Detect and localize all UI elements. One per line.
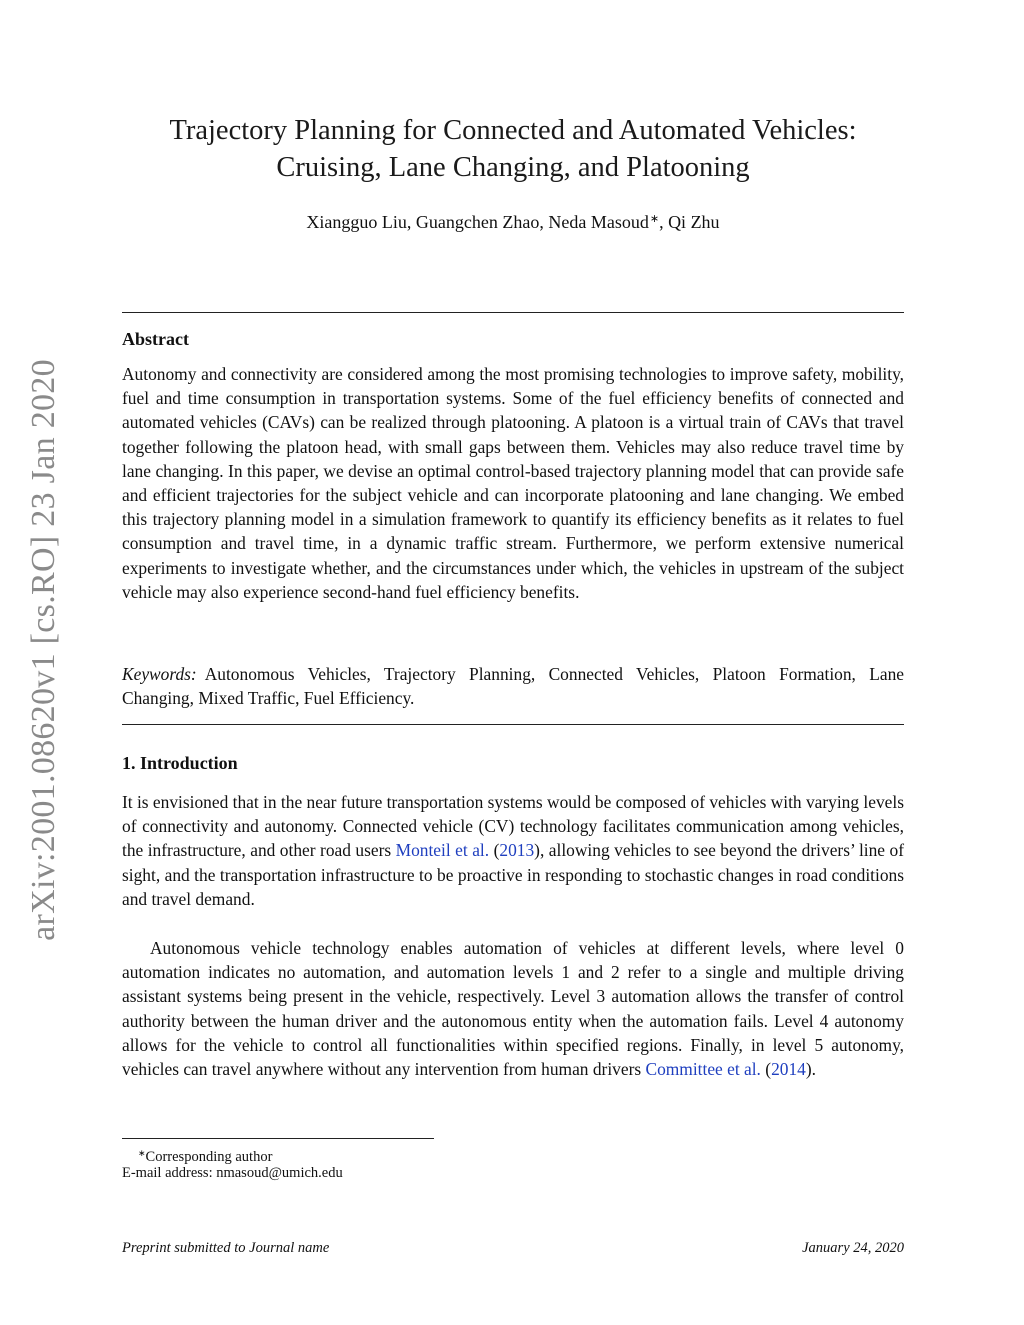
intro-p1-text: It is envisioned that in the near future transportation systems would be composed of vehicles with varying levels of connectivity and autonomy. Connected vehicle (CV) technology facilitates communication among vehicles, the infrastructure, and other road users xyxy=(122,792,904,861)
arxiv-identifier: arXiv:2001.08620v1 [cs.RO] 23 Jan 2020 xyxy=(25,359,62,941)
intro-p1-tail: ), allowing vehicles to see beyond the drivers’ line of sight, and the transportation infrastructure to be proactive in responding to stochastic changes in road conditions and travel demand. xyxy=(122,840,904,909)
title-line-1: Trajectory Planning for Connected and Automated Vehicles: xyxy=(169,115,857,146)
citation-committee[interactable]: Committee et al. xyxy=(645,1059,761,1080)
intro-p1-paren: ( xyxy=(489,840,500,861)
intro-paragraph-2 xyxy=(122,936,904,1081)
footnote-rule xyxy=(122,1138,434,1139)
abstract-heading: Abstract xyxy=(122,329,189,349)
footnote-email: E-mail address: nmasoud@umich.edu xyxy=(122,1165,343,1181)
intro-p2-tail: ). xyxy=(805,1059,816,1080)
corresponding-mark: ∗ xyxy=(649,213,660,225)
abstract-top-rule xyxy=(122,312,904,313)
author-list xyxy=(122,212,904,233)
citation-committee-year[interactable]: 2014 xyxy=(771,1059,806,1080)
intro-p2-text: Autonomous vehicle technology enables automation of vehicles at different levels, where level 0 automation indicates no automation, and automation levels 1 and 2 refer to a single and multiple driving assistant systems being present in the vehicle, respectively. Level 3 automation allows the transfer of control authority between the human driver and the autonomous entity when the automation fails. Level 4 autonomy allows for the vehicle to control all functionalities within specified regions. Finally, in level 5 autonomy, vehicles can travel anywhere without any intervention from human drivers xyxy=(122,938,904,1080)
authors-text-tail: , Qi Zhu xyxy=(659,212,720,232)
paper-title xyxy=(122,112,904,186)
keywords xyxy=(122,662,904,710)
footnote-corresponding-text: Corresponding author xyxy=(145,1149,273,1165)
footer-date: January 24, 2020 xyxy=(802,1240,904,1256)
intro-paragraph-1 xyxy=(122,790,904,911)
abstract-bottom-rule xyxy=(122,724,904,725)
citation-monteil-year[interactable]: 2013 xyxy=(499,840,535,861)
intro-p2-paren: ( xyxy=(760,1059,772,1080)
footer-journal: Preprint submitted to Journal name xyxy=(122,1240,330,1256)
title-line-2: Cruising, Lane Changing, and Platooning xyxy=(276,152,750,183)
keywords-label: Keywords: xyxy=(122,664,197,684)
keywords-text: Autonomous Vehicles, Trajectory Planning, Connected Vehicles, Platoon Formation, Lane Changing, Mixed Traffic, Fuel Efficiency. xyxy=(122,664,904,709)
abstract-text: Autonomy and connectivity are considered among the most promising technologies to improve safety, mobility, fuel and time consumption in transportation systems. Some of the fuel efficiency benefits of connected and automated vehicles (CAVs) can be realized through platooning. A platoon is a virtual train of CAVs that travel together following the platoon head, with small gaps between them. Vehicles may also reduce travel time by lane changing. In this paper, we devise an optimal control-based trajectory planning model that can provide safe and efficient trajectories for the subject vehicle and can incorporate platooning and lane changing. We embed this trajectory planning model in a simulation framework to quantify its efficiency benefits as it relates to fuel consumption and travel time, in a dynamic traffic stream. Furthermore, we perform extensive numerical experiments to investigate whether, and the circumstances under which, the vehicles in upstream of the subject vehicle may also experience second-hand fuel efficiency benefits. xyxy=(122,364,904,602)
section-heading-introduction: 1. Introduction xyxy=(122,753,238,773)
citation-monteil[interactable]: Monteil et al. xyxy=(395,840,490,861)
authors-text: Xiangguo Liu, Guangchen Zhao, Neda Masoud xyxy=(306,212,649,232)
footnote-mark: ∗ xyxy=(138,1148,146,1158)
